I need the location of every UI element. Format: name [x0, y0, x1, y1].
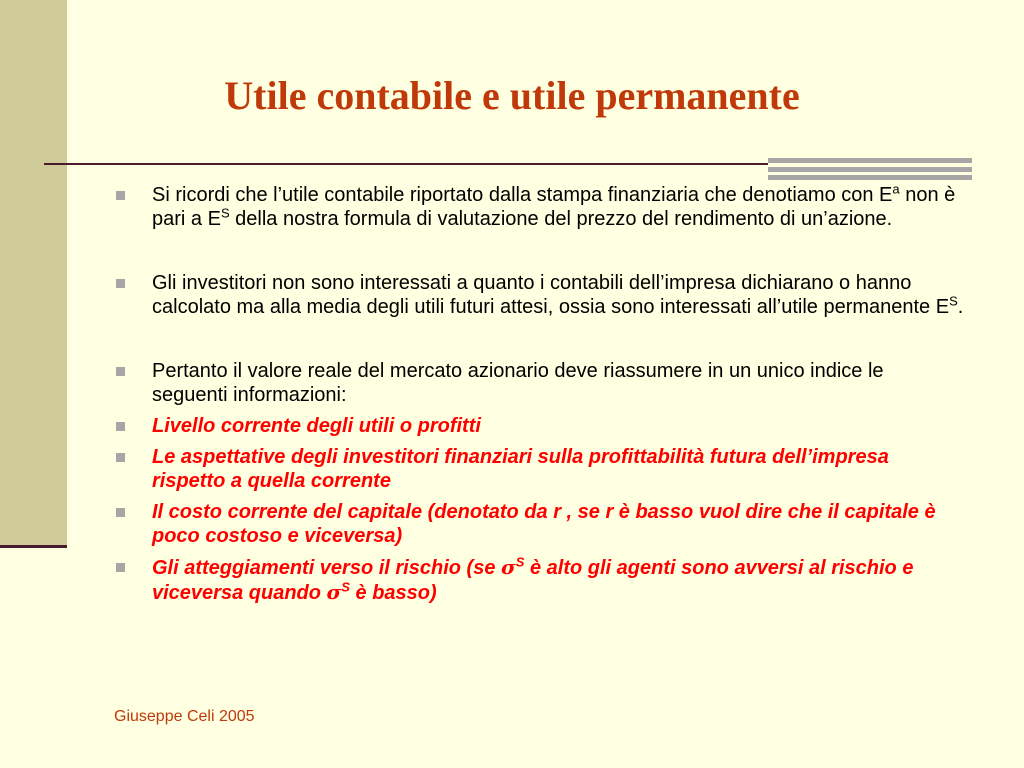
square-bullet-icon [116, 191, 125, 200]
bullet-item [114, 271, 964, 319]
bullet-text: della nostra formula di valutazione del prezzo del rendimento di un’azione. [229, 208, 893, 230]
bullet-item [114, 414, 964, 438]
bullet-text: è alto gli agenti sono avversi al rischio e viceversa quando [152, 557, 914, 604]
decorative-bar [768, 158, 972, 163]
bullet-text: Gli investitori non sono interessati a quanto i contabili dell’impresa dichiarano o hanno calcolato ma alla media degli utili futuri attesi, ossia sono interessati all’utile permanente E [152, 272, 950, 318]
bullet-item [114, 555, 964, 605]
square-bullet-icon [116, 279, 125, 288]
bullet-text: . [957, 296, 964, 318]
bullet-text: Le aspettative degli investitori finanziari sulla profittabilità futura dell’impresa rispetto a quella corrente [152, 446, 889, 492]
bullet-item [114, 500, 964, 548]
bullet-item [114, 445, 964, 493]
square-bullet-icon [116, 422, 125, 431]
bullet-text: Si ricordi che l’utile contabile riportato dalla stampa finanziaria che denotiamo con E [152, 184, 893, 206]
superscript: a [892, 181, 900, 197]
decorative-bar [768, 167, 972, 172]
footer-author: Giuseppe Celi 2005 [114, 708, 255, 725]
square-bullet-icon [116, 367, 125, 376]
sigma-symbol: σ [326, 580, 342, 604]
square-bullet-icon [116, 453, 125, 462]
bullet-text: Livello corrente degli utili o profitti [152, 415, 481, 437]
bullet-text: è basso) [349, 582, 437, 604]
superscript: S [949, 293, 958, 309]
bullet-item [114, 359, 964, 407]
side-decoration-rule [0, 545, 67, 548]
slide-title: Utile contabile e utile permanente [224, 73, 800, 118]
square-bullet-icon [116, 563, 125, 572]
decorative-bars [768, 158, 972, 180]
bullet-item [114, 183, 964, 231]
slide-body [114, 180, 964, 605]
bullet-text: Gli atteggiamenti verso il rischio (se [152, 557, 501, 579]
superscript: S [220, 205, 230, 221]
bullet-text: Pertanto il valore reale del mercato azionario deve riassumere in un unico indice le seguenti informazioni: [152, 360, 884, 406]
title-underline [44, 163, 768, 165]
superscript: S [341, 579, 350, 595]
bullet-text: Il costo corrente del capitale (denotato da r , se r è basso vuol dire che il capitale è poco costoso e viceversa) [152, 501, 936, 547]
sigma-symbol: σ [501, 555, 516, 579]
bullet-text: non è pari a E [152, 184, 956, 230]
square-bullet-icon [116, 508, 125, 517]
superscript: S [515, 554, 525, 570]
